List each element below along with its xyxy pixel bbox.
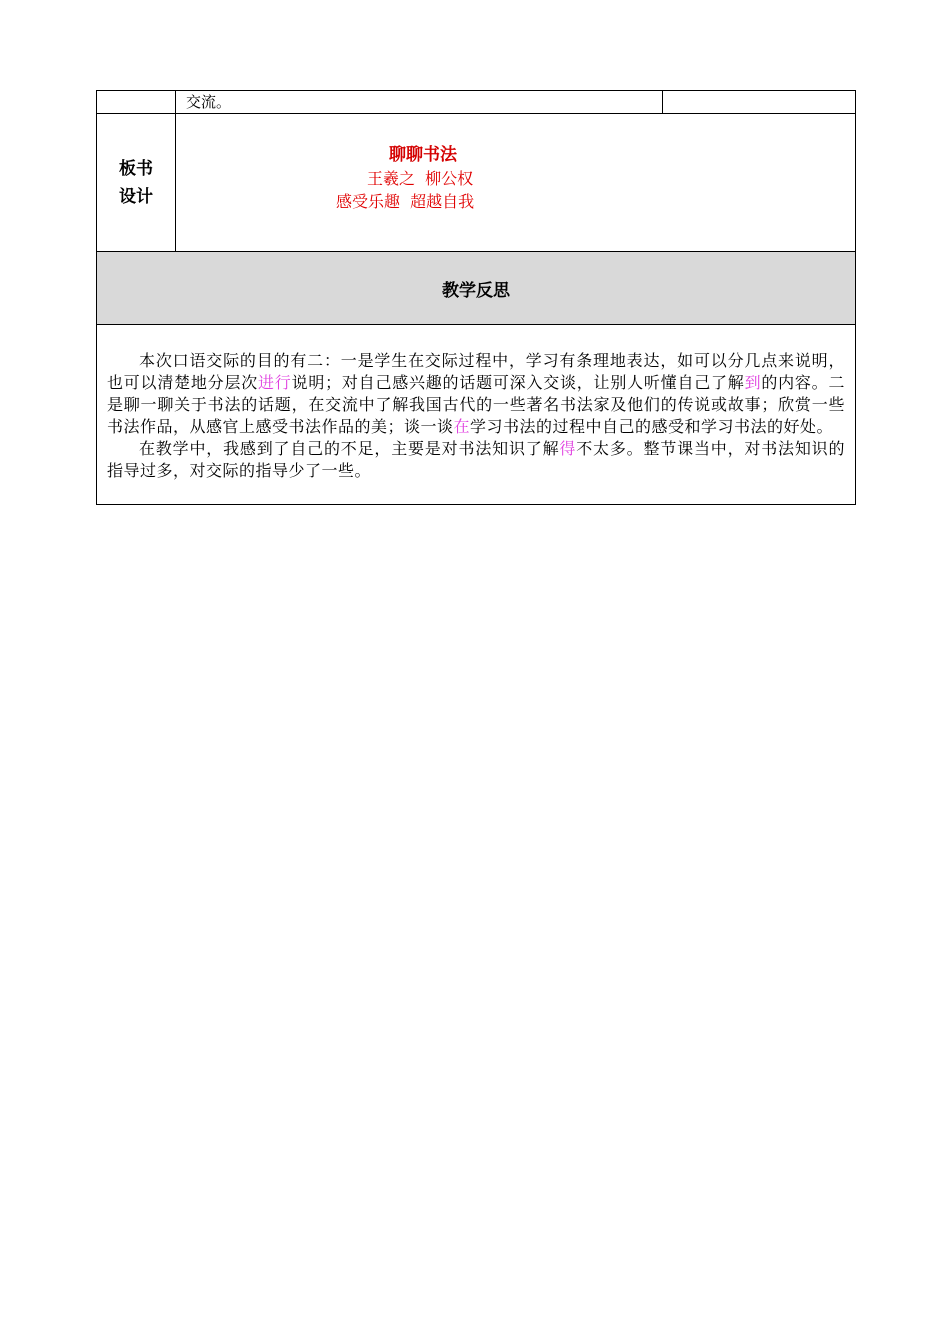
reflection-header: 教学反思 bbox=[97, 252, 856, 325]
board-design-content bbox=[176, 114, 856, 252]
table-row bbox=[97, 325, 856, 505]
empty-note-cell bbox=[663, 91, 856, 114]
text-span: 学习书法的过程中自己的感受和学习书法的好处。 bbox=[470, 417, 834, 436]
reflection-content bbox=[97, 325, 856, 505]
text-span: 的内容。二是聊一聊关于书法的话题，在交流中了解我国古代的一些著名书法家及他们的传说或故事；欣赏一些书法作品，从感官上感受书法作品的美；谈一谈 bbox=[107, 373, 845, 436]
board-line-calligraphers: 王羲之 柳公权 bbox=[367, 169, 474, 188]
reflection-paragraph-2 bbox=[107, 438, 845, 482]
table-row bbox=[97, 114, 856, 252]
text-span: 在教学中，我感到了自己的不足，主要是对书法知识了解 bbox=[139, 439, 560, 458]
highlight-span: 得 bbox=[559, 439, 577, 458]
table-row bbox=[97, 252, 856, 325]
lesson-plan-table bbox=[96, 90, 856, 505]
text-span: 说明；对自己感兴趣的话题可深入交谈，让别人听懂自己了解 bbox=[291, 373, 745, 392]
table-row bbox=[97, 91, 856, 114]
text-span: 本次口语交际的目的有二：一是学生在交际过程中，学习有条理地表达，如可以分几点来说明，也可以清楚地分层次 bbox=[107, 351, 845, 392]
empty-label-cell bbox=[97, 91, 176, 114]
board-label-line1: 板书 bbox=[119, 158, 153, 179]
board-line-feelings: 感受乐趣 超越自我 bbox=[336, 192, 475, 211]
highlight-span: 进行 bbox=[258, 373, 292, 392]
board-label-line2: 设计 bbox=[119, 186, 153, 207]
row-text-cell: 交流。 bbox=[176, 91, 663, 114]
board-design-label bbox=[97, 114, 176, 252]
text-span: 不太多。整节课当中，对书法知识的指导过多，对交际的指导少了一些。 bbox=[107, 439, 845, 480]
highlight-span: 到 bbox=[744, 373, 762, 392]
board-title: 聊聊书法 bbox=[389, 145, 457, 165]
reflection-paragraph-1 bbox=[107, 350, 845, 438]
highlight-span: 在 bbox=[453, 417, 471, 436]
